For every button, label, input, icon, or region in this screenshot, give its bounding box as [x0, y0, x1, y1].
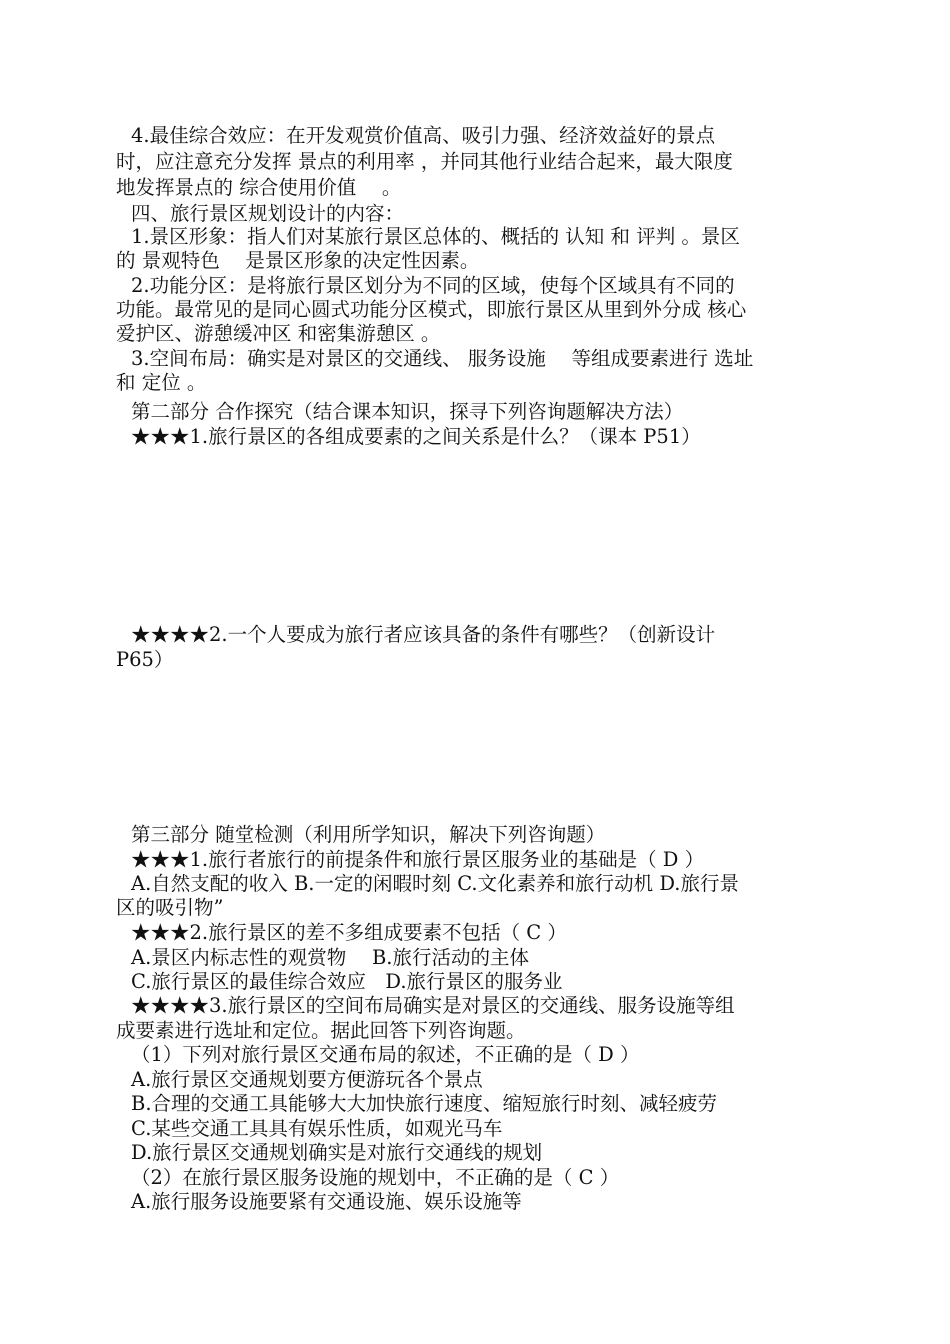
- option-line: A.景区内标志性的观赏物 B.旅行活动的主体: [131, 946, 530, 969]
- question-line: 成要素进行选址和定位。据此回答下列咨询题。: [116, 1019, 526, 1042]
- section-heading: 第三部分 随堂检测（利用所学知识，解决下列咨询题）: [131, 823, 606, 846]
- text-line: 3.空间布局：确实是对景区的交通线、 服务设施 等组成要素进行 选址: [131, 347, 754, 370]
- text-line: 地发挥景点的 综合使用价值 。: [116, 176, 402, 199]
- text-line: 2.功能分区：是将旅行景区划分为不同的区域，使每个区域具有不同的: [131, 274, 735, 297]
- text-line: 4.最佳综合效应：在开发观赏价值高、吸引力强、经济效益好的景点: [131, 124, 716, 147]
- section-heading: 四、旅行景区规划设计的内容：: [131, 202, 405, 225]
- text-line: 时，应注意充分发挥 景点的利用率 ，并同其他行业结合起来，最大限度: [116, 150, 733, 173]
- option-line: B.合理的交通工具能够大大加快旅行速度、缩短旅行时刻、减轻疲劳: [131, 1092, 718, 1115]
- question-line: ★★★★2.一个人要成为旅行者应该具备的条件有哪些？（创新设计: [131, 623, 716, 646]
- question-line: ★★★1.旅行景区的各组成要素的之间关系是什么？（课本 P51）: [131, 425, 701, 448]
- text-line: 的 景观特色 是景区形象的决定性因素。: [116, 249, 480, 272]
- question-line: ★★★1.旅行者旅行的前提条件和旅行景区服务业的基础是（ D ）: [131, 848, 705, 871]
- question-line: （1）下列对旅行景区交通布局的叙述，不正确的是（ D ）: [131, 1043, 640, 1066]
- text-line: 1.景区形象：指人们对某旅行景区总体的、概括的 认知 和 评判 。景区: [131, 225, 740, 248]
- option-line: C.旅行景区的最佳综合效应 D.旅行景区的服务业: [131, 970, 563, 993]
- question-line: P65）: [116, 648, 174, 671]
- question-line: ★★★2.旅行景区的差不多组成要素不包括（ C ）: [131, 921, 567, 944]
- option-line: C.某些交通工具具有娱乐性质，如观光马车: [131, 1117, 503, 1140]
- question-line: （2）在旅行景区服务设施的规划中，不正确的是（ C ）: [131, 1166, 620, 1189]
- option-line: 区的吸引物”: [116, 896, 224, 919]
- question-line: ★★★★3.旅行景区的空间布局确实是对景区的交通线、服务设施等组: [131, 994, 735, 1017]
- option-line: D.旅行景区交通规划确实是对旅行交通线的规划: [131, 1141, 543, 1164]
- section-heading: 第二部分 合作探究（结合课本知识，探寻下列咨询题解决方法）: [131, 400, 684, 423]
- text-line: 功能。最常见的是同心圆式功能分区模式，即旅行景区从里到外分成 核心: [116, 298, 747, 321]
- option-line: A.旅行服务设施要紧有交通设施、娱乐设施等: [131, 1190, 522, 1213]
- text-line: 和 定位 。: [116, 371, 207, 394]
- text-line: 爱护区、游憩缓冲区 和密集游憩区 。: [116, 322, 441, 345]
- option-line: A.旅行景区交通规划要方便游玩各个景点: [131, 1068, 483, 1091]
- option-line: A.自然支配的收入 B.一定的闲暇时刻 C.文化素养和旅行动机 D.旅行景: [131, 872, 739, 895]
